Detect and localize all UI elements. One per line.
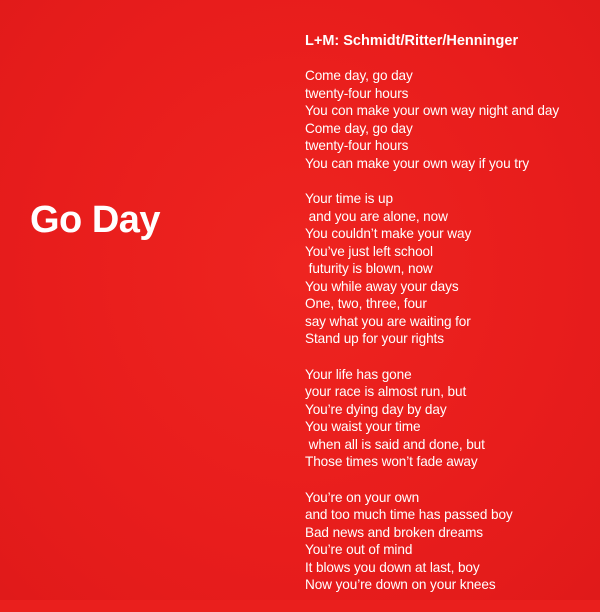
lyric-line: Come day, go day — [305, 120, 413, 136]
lyric-line: and you are alone, now — [305, 208, 448, 224]
lyric-line: twenty-four hours — [305, 138, 409, 153]
lyric-line: Your time is up — [305, 191, 393, 206]
lyric-line: when all is said and done, but — [305, 436, 485, 452]
lyric-line: twenty-four hours — [305, 85, 409, 101]
stanza-1 — [305, 67, 595, 172]
lyric-line: You’re on your own — [305, 489, 420, 505]
lyric-line: your race is almost run, but — [305, 384, 467, 399]
lyric-line: futurity is blown, now — [305, 261, 433, 276]
stanza-4 — [305, 489, 595, 594]
lyric-line: You’re dying day by day — [305, 401, 447, 417]
lyric-line: You while away your days — [305, 278, 459, 294]
lyric-line: Your life has gone — [305, 366, 412, 382]
lyric-line: and too much time has passed boy — [305, 507, 513, 522]
lyric-line: Those times won’t fade away — [305, 454, 478, 469]
lyric-line: It blows you down at last, boy — [305, 559, 480, 575]
lyric-line: say what you are waiting for — [305, 313, 471, 329]
lyric-line: You couldn’t make your way — [305, 226, 472, 241]
lyric-line: Come day, go day — [305, 68, 413, 83]
lyric-line: You can make your own way if you try — [305, 155, 530, 171]
lyric-line: Now you’re down on your knees — [305, 577, 496, 592]
stanza-2 — [305, 190, 595, 348]
lyric-line: One, two, three, four — [305, 296, 427, 311]
lyric-line: You con make your own way night and day — [305, 103, 560, 118]
lyric-line: You waist your time — [305, 419, 421, 434]
songwriter-credits: L+M: Schmidt/Ritter/Henninger — [305, 33, 519, 49]
stanza-3 — [305, 366, 595, 471]
song-title: Go Day — [30, 199, 161, 241]
lyrics-block — [305, 67, 595, 612]
lyric-line: You’re out of mind — [305, 542, 413, 557]
lyric-line: Stand up for your rights — [305, 331, 444, 346]
lyric-line: You’ve just left school — [305, 243, 433, 259]
lyric-line: Bad news and broken dreams — [305, 524, 484, 540]
